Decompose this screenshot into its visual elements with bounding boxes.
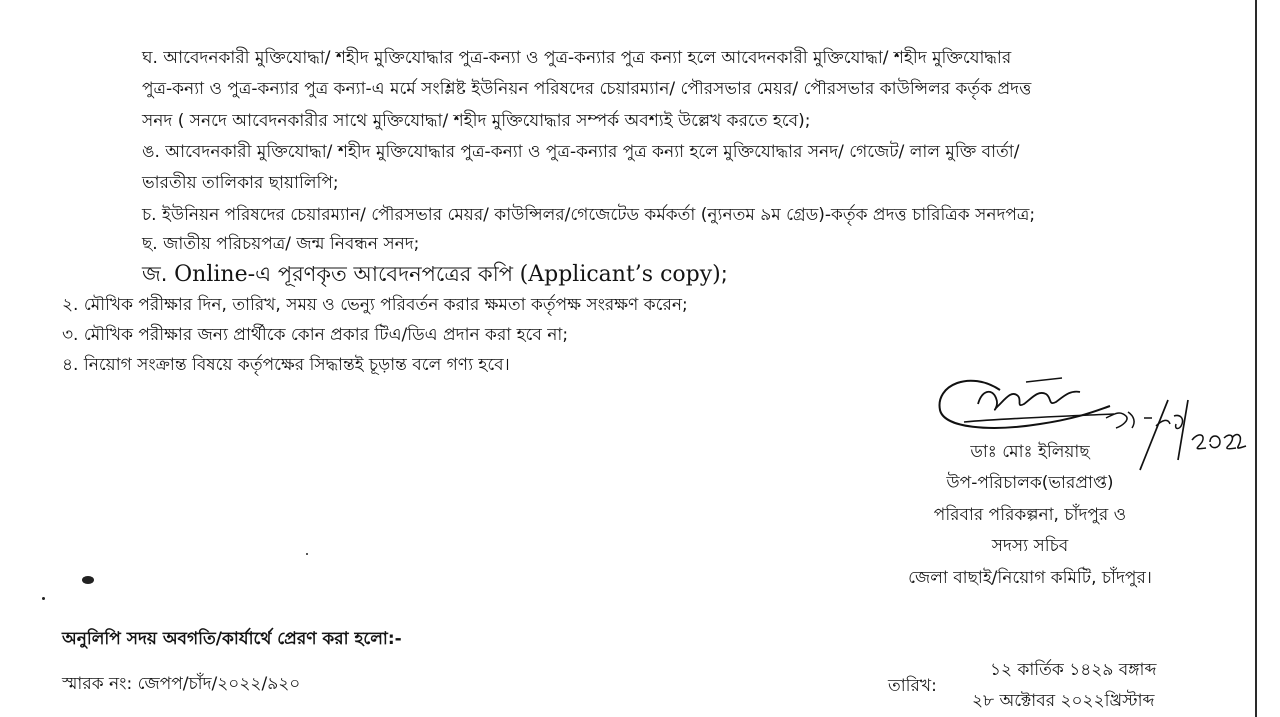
item-gha-line-1: ঘ. আবেদনকারী মুক্তিযোদ্ধা/ শহীদ মুক্তিযোদ্ধার পুত্র-কন্যা ও পুত্র-কন্যার পুত্র কন্যা হলে আবেদনকারী মুক্তিযোদ্ধা/ শহীদ মুক্তিযোদ্ধার <box>142 48 1012 68</box>
item-ja-suffix: ; <box>720 262 728 286</box>
item-cha: চ. ইউনিয়ন পরিষদের চেয়ারম্যান/ পৌরসভার মেয়র/ কাউন্সিলর/গেজেটেড কর্মকর্তা (ন্যুনতম ৯ম গ্রেড)-কর্তৃক প্রদত্ত চারিত্রিক সনদপত্র; <box>142 205 1036 225</box>
item-uma-line-1: ঙ. আবেদনকারী মুক্তিযোদ্ধা/ শহীদ মুক্তিযোদ্ধার পুত্র-কন্যা ও পুত্র-কন্যার পুত্র কন্যা হলে মুক্তিযোদ্ধার সনদ/ গেজেট/ লাল মুক্তি বার্তা/ <box>142 142 1020 162</box>
item-ja-applicant-copy: (Applicant’s copy) <box>519 262 721 287</box>
point-4: ৪. নিয়োগ সংক্রান্ত বিষয়ে কর্তৃপক্ষের সিদ্ধান্তই চূড়ান্ত বলে গণ্য হবে। <box>62 355 510 375</box>
signatory-title-4: জেলা বাছাই/নিয়োগ কমিটি, চাঁদপুর। <box>908 567 1152 588</box>
signatory-title-3: সদস্য সচিব <box>991 536 1069 557</box>
signatory-title-1: উপ-পরিচালক(ভারপ্রাপ্ত) <box>946 473 1114 494</box>
dust-speck <box>42 597 45 600</box>
point-2: ২. মৌখিক পরীক্ষার দিন, তারিখ, সময় ও ভেন্যু পরিবর্তন করার ক্ষমতা কর্তৃপক্ষ সংরক্ষণ করেন; <box>62 295 688 315</box>
item-gha-line-3: সনদ ( সনদে আবেদনকারীর সাথে মুক্তিযোদ্ধা/ শহীদ মুক্তিযোদ্ধার সম্পর্ক অবশ্যই উল্লেখ করতে হবে); <box>142 111 811 131</box>
item-ja-prefix: জ. <box>142 262 175 286</box>
signatory-name: ডাঃ মোঃ ইলিয়াছ <box>970 442 1090 462</box>
signatory-block <box>880 437 1180 594</box>
item-uma-line-2: ভারতীয় তালিকার ছায়ালিপি; <box>142 173 339 193</box>
item-gha-line-2: পুত্র-কন্যা ও পুত্র-কন্যার পুত্র কন্যা-এ মর্মে সংশ্লিষ্ট ইউনিয়ন পরিষদের চেয়ারম্যান/ পৌরসভার মেয়র/ পৌরসভার কাউন্সিলর কর্তৃক প্রদত্ত <box>142 79 1032 99</box>
date-bangla: ১২ কার্তিক ১৪২৯ বঙ্গাব্দ <box>990 660 1157 680</box>
point-3: ৩. মৌখিক পরীক্ষার জন্য প্রার্থীকে কোন প্রকার টিএ/ডিএ প্রদান করা হবে না; <box>62 325 569 345</box>
item-ja-online: Online <box>174 262 248 287</box>
date-english: ২৮ অক্টোবর ২০২২খ্রিস্টাব্দ <box>972 691 1155 711</box>
page-edge-line <box>1255 0 1257 717</box>
copy-note: অনুলিপি সদয় অবগতি/কার্যার্থে প্রেরণ করা হলো:- <box>62 629 402 649</box>
date-label: তারিখ: <box>888 676 937 696</box>
signatory-title-2: পরিবার পরিকল্পনা, চাঁদপুর ও <box>933 504 1127 525</box>
item-ja <box>142 262 728 288</box>
memo-number: স্মারক নং: জেপপ/চাঁদ/২০২২/৯২০ <box>62 674 301 694</box>
dust-speck <box>306 553 308 555</box>
item-chha: ছ. জাতীয় পরিচয়পত্র/ জন্ম নিবন্ধন সনদ; <box>142 234 420 254</box>
item-ja-mid: -এ পূরণকৃত আবেদনপত্রের কপি <box>247 262 520 286</box>
ink-blot <box>82 576 94 584</box>
